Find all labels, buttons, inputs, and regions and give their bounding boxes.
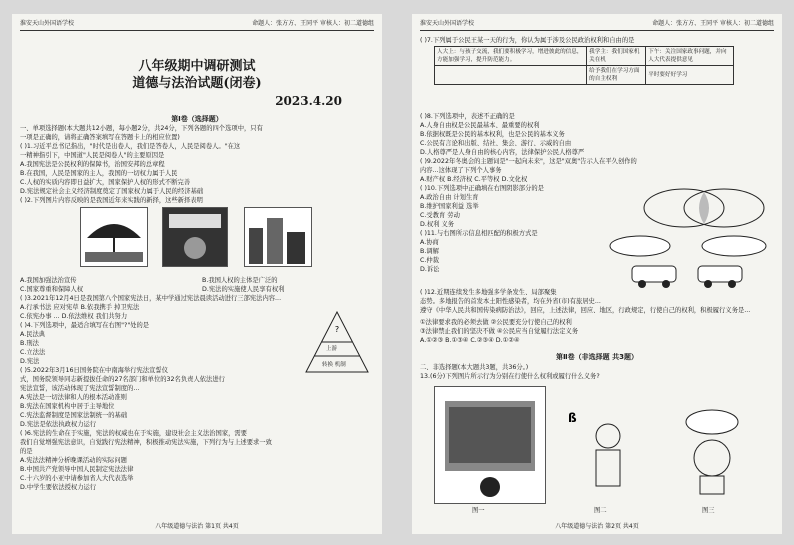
option-b: B.维护国家利益 选举 [420,203,479,210]
options: A.①②③ B.①③④ C.②③④ D.①②④ [420,337,520,344]
page-footer: 八年级道德与法治 第2页 共4页 [555,523,639,530]
question-2: ( )2.下列图片内容反映的是我国近年来实践的新择，这些新择表明 [20,197,203,204]
question-text: 宪法宣誓，该活动体现了宪法宣誓制度的... [20,385,140,392]
option-b: B.中国共产党领导中国人民制定宪法法律 [20,466,134,473]
option-c: C.国家尊重和保障人权 [20,286,84,293]
pyramid-label: 转换 机制 [322,362,346,368]
exam-page-left [12,14,382,534]
exam-title: 八年级期中调研测试 [138,59,256,74]
author-line: 命题人：张方方、王同平 审核人：初二道德组 [252,20,374,27]
option-b: B.宪法在国家机构中居于主导地位 [20,403,115,410]
cartoon-figure-3 [662,402,762,502]
option-b: B.我国人权的主体是广泛的 [202,277,278,284]
table-cell: 我学主：我们国家机关在机 [587,47,646,66]
option-cd: C.依宪办事 ... D.依法维权 我们共努力 [20,313,128,320]
author-line: 命题人：张方方、王同平 审核人：初二道德组 [652,20,774,27]
photo-poster [162,207,228,267]
figure-caption: 图二 [594,507,607,514]
cartoon-car-accident [602,234,772,292]
question-text: 式，国务院领导同志新提拔任命的27名部门和单位的32名负责人依法进行 [20,376,225,383]
option-a: A.民法典 [20,331,46,338]
question-9: ( )9.2022年冬奥会的主题词是"一起向未来"，这是"双奥"告示人在平久创作的 [420,158,637,165]
option-d: D.诉讼 [420,266,440,273]
question-1: ( )1.习近平总书记指出，"时代是出卷人，我们是答卷人，人民是阅卷人。"在这 [20,143,241,150]
instruction-line: 二、非选择题(本大题共3题，共36分。) [420,364,529,371]
question-text: 态势。多地报告的首发本土阳性感染者，均在外省(市)有旅居史... [420,298,601,305]
exam-subtitle: 道德与法治试题(闭卷) [132,76,262,91]
option-d: D.人格尊严是人身自由的核心内容，法律保护公民人格尊严 [420,149,585,156]
photo-buildings [244,207,312,267]
question-13: 13.(6分)下列图片所示行为分别在行使什么权利或履行什么义务? [420,373,600,380]
option-a: A.人身自由权是公民最基本、最重要的权利 [420,122,540,129]
question-5: ( )5.2022年3月16日国务院在中南海举行宪法宣誓仪 [20,367,169,374]
table-row [435,66,734,85]
question-text: 的是 [20,448,33,455]
option-a: A.宪法是一切法律和人的根本活动准则 [20,394,127,401]
table-cell: 平时要好好学习 [646,66,734,85]
pyramid-label: 上游 [326,346,338,352]
question-12: ( )12.近期连续发生多地强多学条发生、局部聚集 [420,289,557,296]
option-d: D.宪法的实施使人民享有权利 [202,286,285,293]
option-d: D.中学生要依法授权力运行 [20,484,97,491]
option-c: C.受教育 劳动 [420,212,460,219]
statement-row: ③法律禁止我们的坚决不做 ④公民应当自觉履行法定义务 [420,328,579,335]
question-text: 我们自觉增强宪法意识，自觉践行宪法精神，积极推动宪法实施，下列行为与上述要求一致 [20,439,272,446]
question-text: 内容...这体现了下列个人事务 [420,167,502,174]
instruction-line: 一项是正确的，请将正确答案填写在答题卡上的相应位置) [20,134,180,141]
table-cell: 给予我们在学习方面的自主权利 [587,66,646,85]
options: A.财产权 B.经济权 C.平等权 D.文化权 [420,176,528,183]
svg-text:?: ? [334,325,340,334]
exam-date: 2023.4.20 [275,94,342,108]
photo-umbrella [80,207,148,267]
question-10: ( )10.下列选项中正确填在右图阴影部分的是 [420,185,544,192]
question-text: 一精神指引下，中国道"人民是阅卷人"的主要原因是 [20,152,165,159]
section-heading: 第Ⅱ卷（非选择题 共3题） [556,353,638,361]
question-3: ( )3.2021年12月4日是我国第八个国家宪法日，某中学通过宪法晨读活动进行三部宪法内容... [20,295,282,302]
cartoon-figure-1 [434,386,546,504]
venn-diagram [634,186,774,230]
svg-text:ß: ß [568,411,577,425]
option-b: B.在我国，人民是国家的主人，我国的一切权力属于人民 [20,170,178,177]
option-b: B.依据权既是公民的基本权利，也是公民的基本义务 [420,131,565,138]
option-b: B.刑法 [20,340,39,347]
page-header [20,18,374,31]
option-a: A.我国宪法是公民权利的保障书，治国安邦的总章程 [20,161,165,168]
table-cell [435,66,587,85]
option-c: C.公民有言论和出版、结社、集会、游行、示威的自由 [420,140,572,147]
school-name: 淮安天山外国语学校 [420,20,475,27]
question-7: ( )7.下列属于公民王某一天的行为，你认为属于涉及公民政治权利和自由的是 [420,37,635,44]
option-d: D.权利 义务 [420,221,455,228]
exam-page-right [412,14,782,534]
figure-caption: 图三 [702,507,715,514]
option-a: A.宪法法精神分析晚课活动的实际问题 [20,457,127,464]
option-b: B.调解 [420,248,439,255]
section-heading: 第Ⅰ卷（选择题） [171,115,223,123]
title-block [12,58,382,92]
page-header [420,18,774,31]
table-cell: 人大上：与孩子交流，我们要积极学习，增进彼此的信息，方能加强学习，提升防范能力。 [435,47,587,66]
option-c: C.十六岁的小亚中请参加省人大代表选举 [20,475,134,482]
option-c: C.人权的实质内容即日益扩大，国家保护人权的形式不断完善 [20,179,191,186]
option-c: C.仲裁 [420,257,439,264]
option-c: C.立法法 [20,349,46,356]
option-d: D.宪法是依法执政权力运行 [20,421,97,428]
option-c: C.宪法监督制度是国家法制统一的基础 [20,412,128,419]
cartoon-figure-2 [564,402,644,502]
option-a: A.我国加强法治宣传 [20,277,77,284]
statement-row: ①法律要求我的必须去做 ②公民要充分行使自己的权利 [420,319,572,326]
table-cell: 下午：关注国家政事问题，并向人大代表提供意见 [646,47,734,66]
figure-caption: 图一 [472,507,485,514]
schedule-table [434,46,734,85]
instruction-line: 一、单项选择题(本大题共12小题，每小题2分，共24分，下列各题的四个选项中，只有 [20,125,263,132]
question-text: 遵守《中华人民共和国传染病防治法》，回应，上述法律，回应、地区，行政规定，行使自己的权利，积极履行义务是... [420,307,751,314]
option-ab: A.行承书法 应对宪草 B.依我携手 掉卫宪法 [20,304,140,311]
option-d: D.宪法 [20,358,40,365]
question-4: ( )4.下列选项中，最适合填写在右图"?"处的是 [20,322,150,329]
question-8: ( )8.下列选项中，表述不正确的是 [420,113,515,120]
school-name: 淮安天山外国语学校 [20,20,75,27]
pyramid-diagram [302,310,372,374]
table-row [435,47,734,66]
option-d: D.宪法规定社会主义经济制度奠定了国家权力属于人民的经济基础 [20,188,204,195]
option-a: A.协商 [420,239,439,246]
page-footer: 八年级道德与法治 第1页 共4页 [155,523,239,530]
option-a: A.政治自由 计划生育 [420,194,479,201]
question-6: ( )6.宪法的生命在于实施，宪法的权威也在于实施，建设社会主义法治国家，需要 [20,430,248,437]
question-11: ( )11.与右图所示信息相匹配的积极方式是 [420,230,538,237]
